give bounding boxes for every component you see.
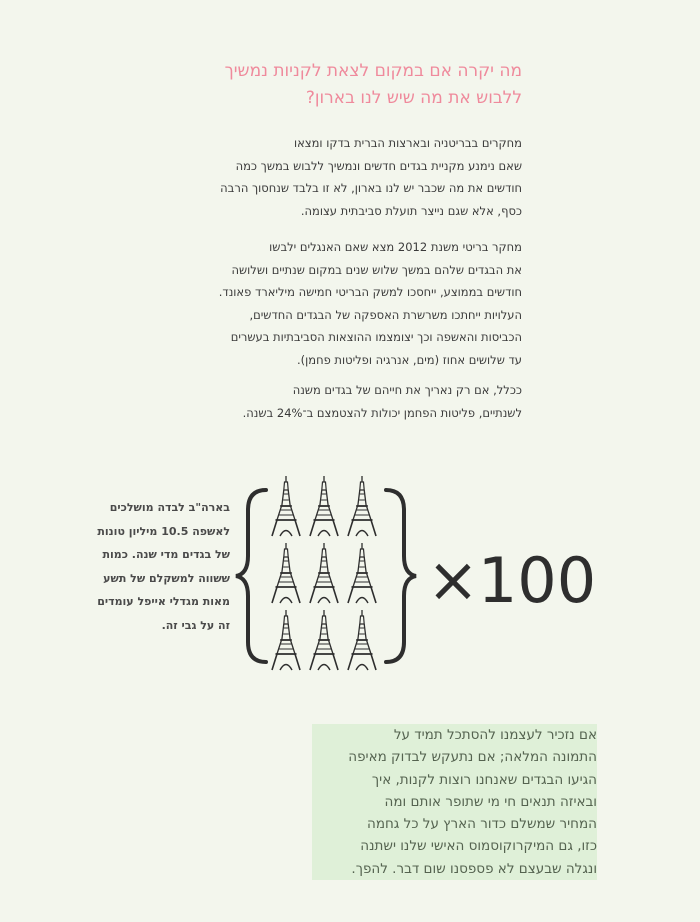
highlight-callout	[312, 724, 597, 880]
eiffel-tower-icon	[310, 476, 338, 536]
title-line: מה יקרה אם במקום לצאת לקניות נמשיך	[224, 61, 522, 81]
paragraph-line: ככלל, אם רק נאריך את חייהם של בגדים משנה	[292, 383, 522, 397]
left-brace	[236, 490, 266, 662]
side-note-line: ששווה למשקלם של תשע	[103, 571, 230, 585]
eiffel-tower-icon	[348, 476, 376, 536]
highlight-line: אם נזכיר לעצמנו להסתכל תמיד על	[312, 724, 597, 746]
paragraph-line: את הבגדים שלהם במשך שלוש שנים במקום שנתיים ושלושה	[231, 262, 522, 277]
title-line: ללבוש את מה שיש לנו בארון?	[305, 88, 522, 108]
side-note-line: זה על גבי זה.	[161, 618, 230, 632]
paragraph-line: לשנתיים, פליטות הפחמן יכולות להצטמצם ב־24% בשנה.	[242, 405, 522, 420]
paragraph-line: עד שלושים אחוז (מים, אנרגיה ופליטות פחמן).	[296, 352, 522, 367]
tower-grid	[272, 476, 376, 670]
eiffel-tower-icon	[272, 543, 300, 603]
highlight-line: ונגלה שבעצם לא פספסנו שום דבר. להפך.	[312, 858, 597, 880]
paragraph-1	[150, 132, 522, 222]
paragraph-line: כסף, אלא שגם נייצר תועלת סביבתית עצומה.	[300, 203, 522, 218]
side-note-line: מאות מגדלי אייפל עומדים	[97, 595, 230, 608]
right-brace	[386, 490, 416, 662]
paragraph-line: חודשים את מה שכבר יש לנו בארון, לא זו בלבד שנחסוך הרבה	[220, 181, 522, 195]
side-note-line: בארה"ב לבדה מושלכים	[109, 501, 230, 514]
paragraph-line: חודשים בממוצע, ייחסכו למשק הבריטי חמישה מיליארד פאונד.	[218, 285, 522, 299]
paragraph-3	[150, 379, 522, 424]
highlight-line: ובאיזה תנאים חי מי שתופר אותם ומה	[312, 791, 597, 813]
highlight-line: כזו, גם המיקרוקוסמוס האישי שלנו ישתנה	[312, 835, 597, 857]
highlight-line: הגיעו הבגדים שאנחנו רוצות לקנות, איך	[312, 769, 597, 791]
paragraph-line: מחקר בריטי משנת 2012 מצא שאם האנגלים ילבשו	[269, 240, 522, 254]
paragraph-line: מחקרים בבריטניה ובארצות הברית בדקו ומצאו	[293, 136, 522, 150]
eiffel-tower-icon	[310, 610, 338, 670]
side-note-line: של בגדים מדי שנה. כמות	[102, 548, 230, 561]
paragraph-2	[150, 236, 522, 371]
multiplier-number: 100	[477, 544, 597, 617]
eiffel-tower-infographic	[232, 476, 612, 676]
eiffel-tower-icon	[272, 610, 300, 670]
eiffel-tower-icon	[310, 543, 338, 603]
eiffel-tower-icon	[348, 543, 376, 603]
paragraph-line: העלויות ייחתכו משרשרת האספקה של הבגדים החדשים,	[249, 307, 522, 322]
times-symbol: ×	[427, 543, 479, 616]
paragraph-line: שאם נימנע מקניית בגדים חדשים ונמשיך ללבוש במשך כמה	[235, 158, 522, 173]
paragraph-line: הכביסות והאשפה וכך יצומצמו ההוצאות הסביבתיות בעשרים	[230, 330, 522, 344]
highlight-line: התמונה המלאה; אם נתעקש לבדוק מאיפה	[312, 746, 597, 768]
side-note-line: לאשפה 10.5 מיליון טונות	[97, 524, 230, 538]
eiffel-tower-icon	[348, 610, 376, 670]
side-note	[80, 496, 230, 637]
eiffel-tower-icon	[272, 476, 300, 536]
highlight-line: המחיר שמשלם כדור הארץ על כל גחמה	[312, 813, 597, 835]
article-title	[150, 58, 522, 112]
